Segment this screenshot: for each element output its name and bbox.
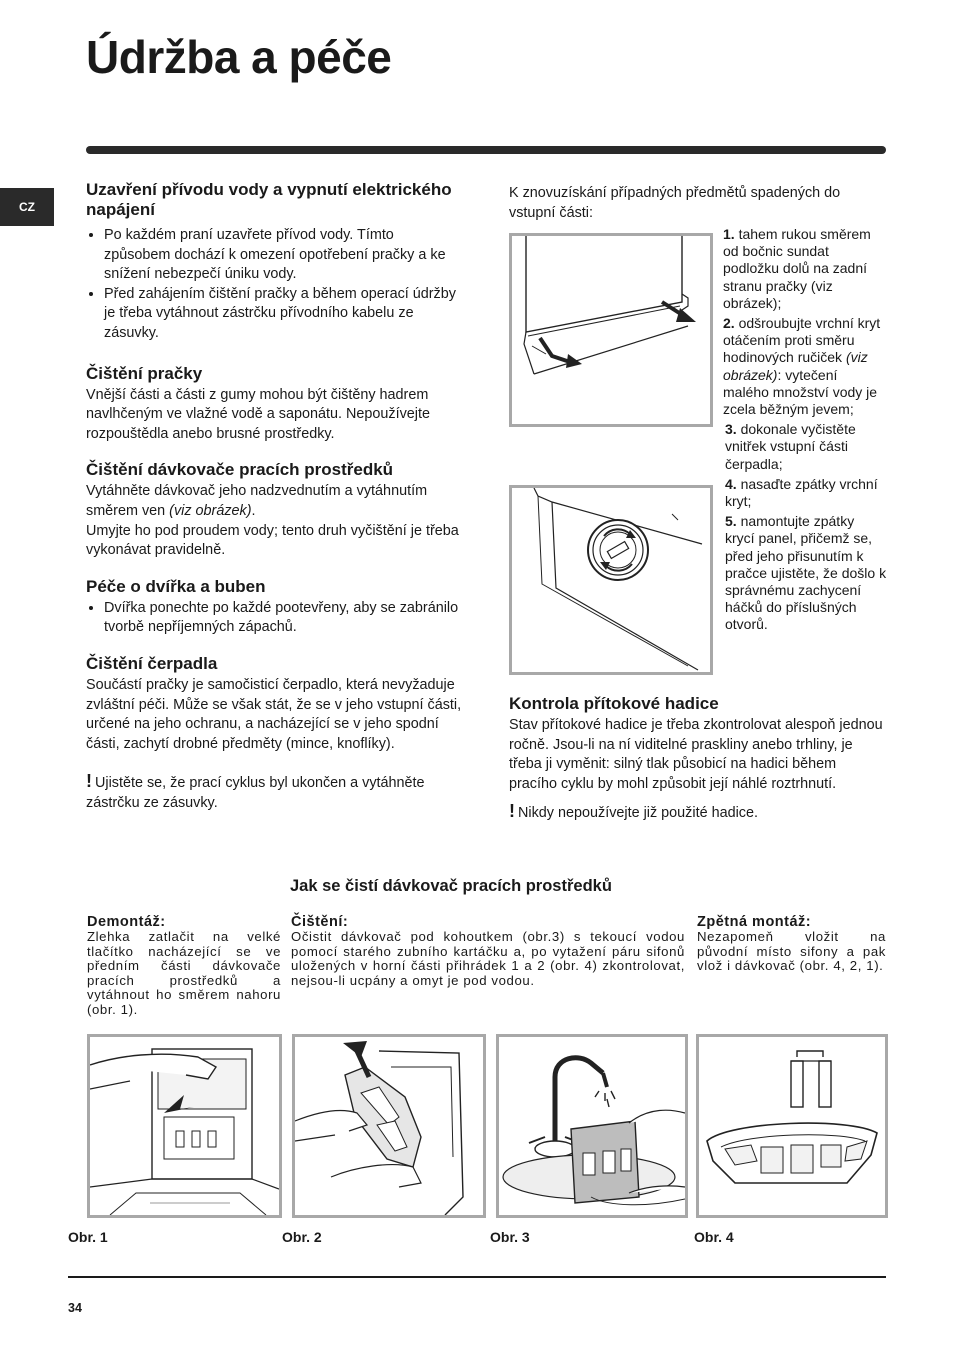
step-text: dokonale vyčistěte vnitřek vstupní části čerpadla; — [725, 421, 856, 472]
page-number: 34 — [68, 1301, 82, 1315]
howto-text: Zlehka zatlačit na velké tlačítko nacházející se ve předním části dávkovače pracích prostředků a vytáhnout ho směrem nahoru (obr. 1). — [87, 929, 281, 1017]
step-item — [725, 476, 887, 510]
figure-1 — [87, 1034, 282, 1218]
paragraph — [86, 482, 462, 521]
figure-1-illustration — [90, 1037, 279, 1215]
paragraph: Vnější části a části z gumy mohou být čištěny hadrem navlhčeným ve vlažné vodě a saponátu. Nepoužívejte rozpouštědla anebo brusné prostředky. — [86, 386, 430, 442]
list-item: • Před zahájením čištění pračky a během operací údržby je třeba vytáhnout zástrčku přívodního kabelu ze zásuvky. — [104, 285, 462, 344]
paragraph: Umyjte ho pod proudem vody; tento druh vyčištění je třeba vykonávat pravidelně. — [86, 522, 459, 559]
figure-4-caption: Obr. 4 — [694, 1229, 734, 1245]
step-number: 2. — [723, 315, 735, 332]
bullet-list — [86, 226, 462, 344]
step-number: 1. — [723, 226, 735, 242]
section-heading: Čištění pračky — [86, 363, 203, 383]
left-column — [86, 180, 462, 827]
text-run: . — [251, 502, 256, 519]
section-heading: Kontrola přítokové hadice — [509, 694, 719, 713]
figure-3-illustration — [499, 1037, 685, 1215]
figure-4 — [696, 1034, 888, 1218]
figure-3-caption: Obr. 3 — [490, 1229, 530, 1245]
howto-reassembly — [697, 914, 886, 974]
pump-figure-panel — [509, 233, 713, 427]
pump-cover-illustration — [512, 488, 710, 672]
figure-2-illustration — [295, 1037, 483, 1215]
warning-note — [86, 772, 462, 813]
bottom-rule — [68, 1276, 886, 1278]
step-number: 5. — [725, 513, 737, 530]
section-pump — [86, 654, 462, 814]
figure-4-illustration — [699, 1037, 885, 1215]
howto-heading: Demontáž: — [87, 914, 166, 930]
warning-note — [509, 802, 887, 824]
list-item: • Po každém praní uzavřete přívod vody. Tímto způsobem dochází k omezení opotřebení pračky a ke snížení nebezpečí úniku vody. — [104, 226, 462, 285]
right-intro: K znovuzískání případných předmětů spadených do vstupní části: — [509, 185, 841, 221]
section-cleaning-dispenser — [86, 460, 462, 560]
step-item — [723, 315, 887, 418]
pump-steps — [723, 226, 887, 637]
step-text: tahem rukou směrem od bočnic sundat podložku dolů na zadní stranu pračky (viz obrázek); — [723, 226, 871, 311]
step-number: 3. — [725, 421, 737, 438]
howto-removal — [87, 914, 281, 1017]
section-heading: Čištění čerpadla — [86, 653, 218, 673]
figure-3 — [496, 1034, 688, 1218]
step-item — [723, 226, 887, 312]
figure-2-caption: Obr. 2 — [282, 1229, 322, 1245]
pump-panel-illustration — [512, 236, 710, 424]
step-text: : vytečení malého množství vody je zcela běžným jevem; — [723, 366, 878, 418]
italic-ref: (viz obrázek) — [723, 349, 868, 383]
howto-cleaning — [291, 914, 685, 988]
howto-heading: Zpětná montáž: — [697, 914, 812, 930]
section-water-power — [86, 180, 462, 344]
section-cleaning-machine — [86, 364, 462, 445]
paragraph: Součástí pračky je samočisticí čerpadlo, která nevyžaduje zvláštní péči. Může se však stát, že se v jeho vstupní části, určené na jeho ochranu, a nacházející se v jeho spodní části, zachytí drobné předměty (mince, knoflíky). — [86, 676, 462, 752]
section-door-drum — [86, 577, 462, 638]
paragraph: Stav přítokové hadice je třeba zkontrolovat alespoň jednou ročně. Jsou-li na ní viditelné praskliny anebo trhliny, je třeba ji vyměnit: silný tlak působicí na hadici během pracího cyklu by mohl způsobit její náhlé roztrhnutí. — [509, 717, 883, 792]
warning-icon: ! — [86, 771, 92, 792]
section-heading: Uzavření přívodu vody a vypnutí elektrického napájení — [86, 180, 452, 219]
language-tab: CZ — [0, 188, 54, 226]
step-item — [725, 421, 887, 473]
step-number: 4. — [725, 475, 737, 492]
warning-icon: ! — [509, 801, 515, 822]
step-text: odšroubujte vrchní kryt otáčením proti směru hodinových ručiček — [723, 315, 881, 366]
howto-text: Nezapomeň vložit na původní místo sifony a pak vlož i dávkovač (obr. 4, 2, 1). — [697, 929, 886, 973]
page-title: Údržba a péče — [86, 31, 392, 83]
figure-1-caption: Obr. 1 — [68, 1229, 108, 1245]
warning-text: Nikdy nepoužívejte již použité hadice. — [518, 805, 758, 822]
howto-title: Jak se čistí dávkovač pracích prostředků — [290, 877, 612, 895]
step-item — [725, 513, 887, 633]
pump-cover-figure — [509, 485, 713, 675]
list-item: • Dvířka ponechte po každé pootevřeny, aby se zabránilo tvorbě nepříjemných zápachů. — [104, 599, 462, 638]
figure-2 — [292, 1034, 486, 1218]
section-inlet-hose — [509, 694, 887, 824]
warning-text: Ujistěte se, že prací cyklus byl ukončen a vytáhněte zástrčku ze zásuvky. — [86, 775, 425, 811]
step-text: namontujte zpátky krycí panel, přičemž se, před jeho přisunutím k pračce ujistěte, že došlo k správnému zachycení háčků do příslušných otvorů. — [725, 513, 887, 633]
bullet-list — [86, 599, 462, 638]
italic-ref: (viz obrázek) — [169, 502, 252, 519]
step-text: nasaďte zpátky vrchní kryt; — [725, 475, 878, 510]
section-heading: Péče o dvířka a buben — [86, 576, 266, 596]
section-heading: Čištění dávkovače pracích prostředků — [86, 460, 394, 480]
text-run: Vytáhněte dávkovač jeho nadzvednutím a vytáhnutím směrem ven — [86, 483, 428, 519]
top-rule — [86, 146, 886, 154]
howto-heading: Čištění: — [291, 914, 349, 930]
howto-text: Očistit dávkovač pod kohoutkem (obr.3) s tekoucí vodou pomocí starého zubního kartáčku a, po vytažení páru sifonů uložených v horní části přihrádek 1 a 2 (obr. 4) zkontrolovat, nejsou-li ucpány a omyt je pod vodou. — [291, 929, 685, 988]
